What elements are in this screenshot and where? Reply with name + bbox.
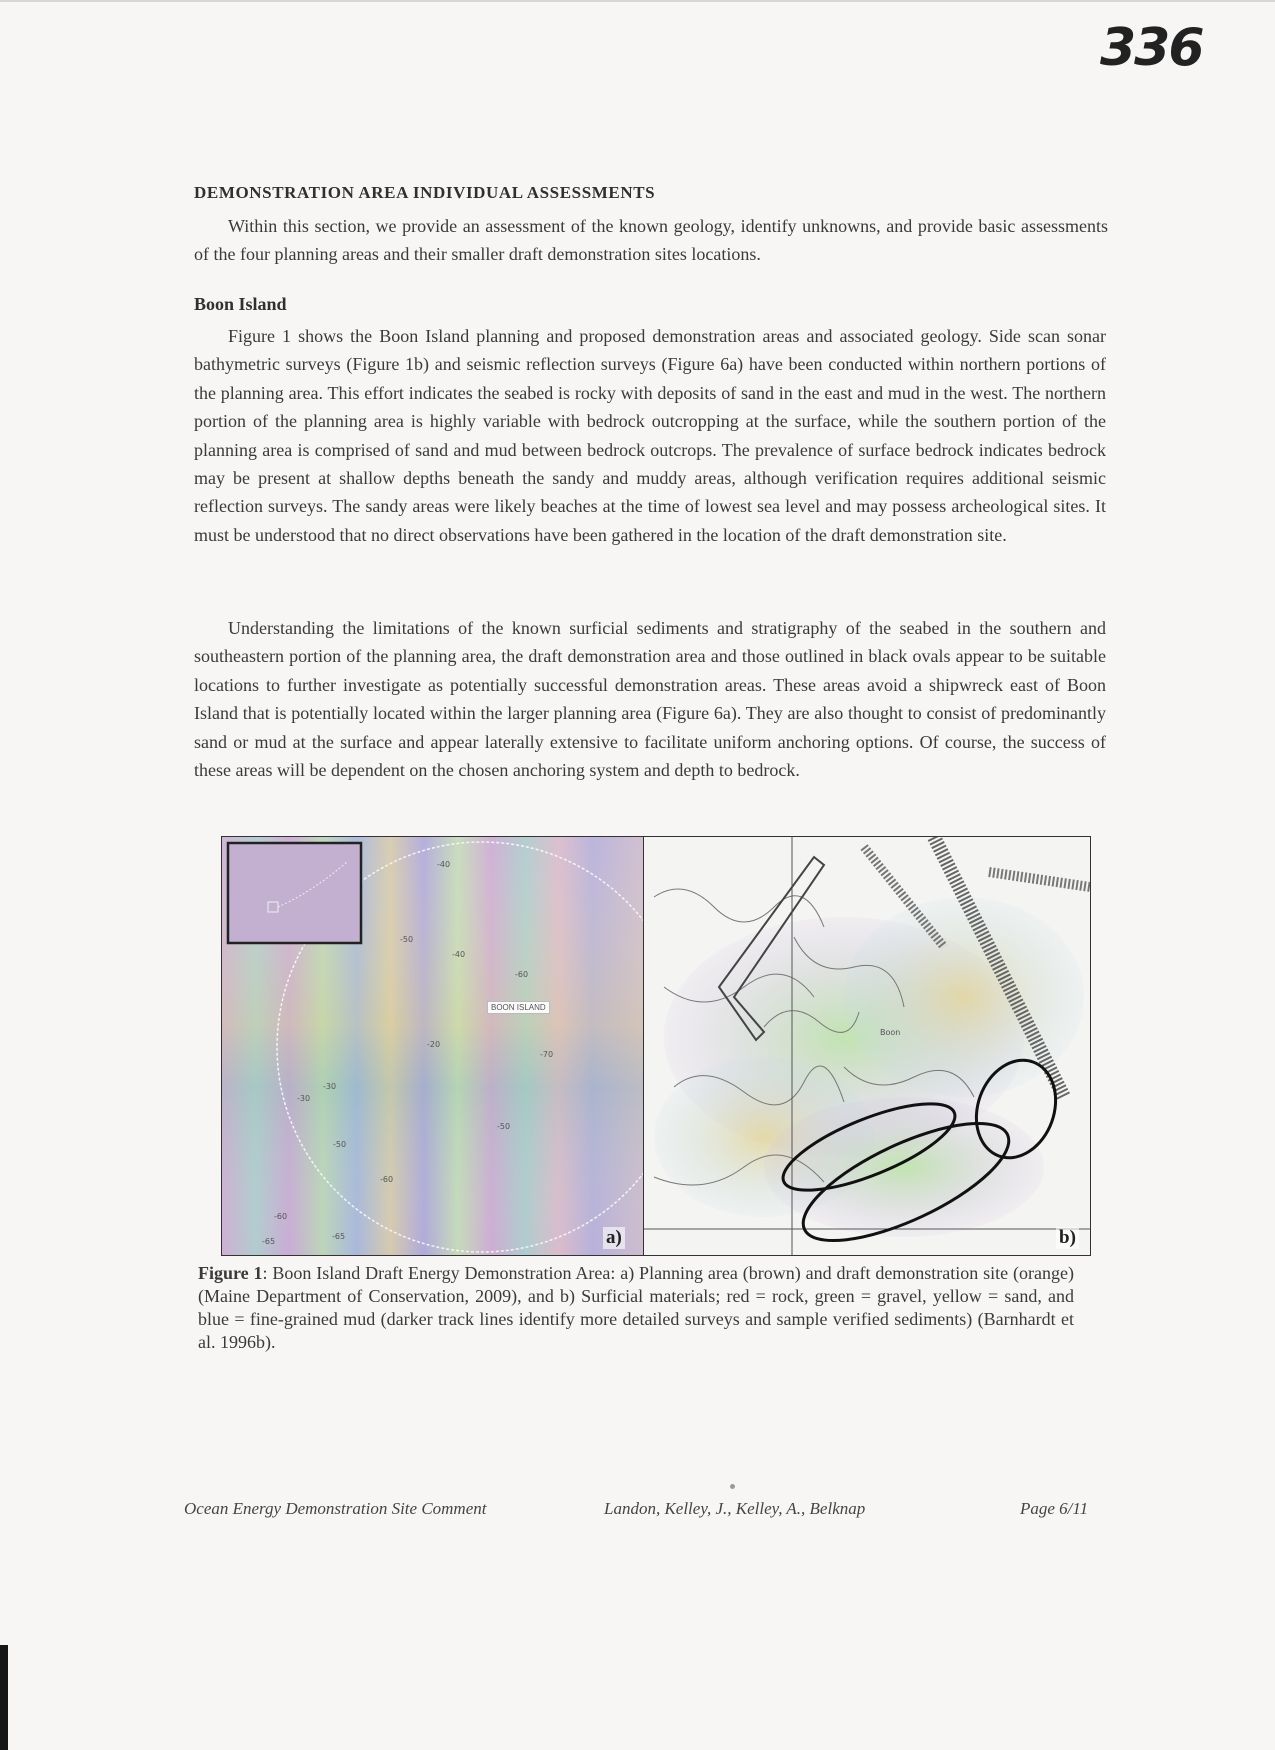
- svg-text:-65: -65: [332, 1232, 346, 1241]
- svg-text:-50: -50: [497, 1122, 511, 1131]
- planning-area-map: [222, 837, 643, 1255]
- caption-text: : Boon Island Draft Energy Demonstration Area: a) Planning area (brown) and draft demonstration site (orange) (Maine Department of Conservation, 2009), and b) Surficial materials; red = rock, green = gravel, yellow = sand, and blue = fine-grained mud (darker track lines identify more detailed surveys and sample verified sediments) (Barnhardt et al. 1996b).: [198, 1263, 1074, 1352]
- surficial-materials-map: [644, 837, 1090, 1255]
- caption-label: Figure 1: [198, 1263, 263, 1283]
- bathymetry-image: [222, 837, 643, 1255]
- scan-speck: [730, 1484, 735, 1489]
- svg-text:-20: -20: [427, 1040, 441, 1049]
- surficial-geology-image: [644, 837, 1090, 1255]
- svg-text:Boon: Boon: [880, 1028, 901, 1037]
- svg-text:-65: -65: [262, 1237, 276, 1246]
- svg-text:-50: -50: [333, 1140, 347, 1149]
- panel-a-label: a): [603, 1227, 625, 1249]
- footer-title: Ocean Energy Demonstration Site Comment: [184, 1499, 487, 1518]
- scan-edge-mark: [0, 1645, 8, 1750]
- intro-paragraph: Within this section, we provide an assessment of the known geology, identify unknowns, and provide basic assessments of the four planning areas and their smaller draft demonstration sites locations.: [194, 216, 1108, 264]
- footer-authors: Landon, Kelley, J., Kelley, A., Belknap: [604, 1499, 866, 1518]
- scan-top-edge: [0, 0, 1275, 2]
- svg-text:-30: -30: [323, 1082, 337, 1091]
- paragraph-1: Figure 1 shows the Boon Island planning and proposed demonstration areas and associated geology. Side scan sonar bathymetric surveys (Figure 1b) and seismic reflection surveys (Figure 6a) have been conducted within northern portions of the planning area. This effort indicates the seabed is rocky with deposits of sand in the east and mud in the west. The northern portion of the planning area is highly variable with bedrock outcropping at the surface, while the southern portion of the planning area is comprised of sand and mud between bedrock outcrops. The prevalence of surface bedrock indicates bedrock may be present at shallow depths beneath the sandy and muddy areas, although verification requires additional seismic reflection surveys. The sandy areas were likely beaches at the time of lowest sea level and may possess archeological sites. It must be understood that no direct observations have been gathered in the location of the draft demonstration site.: [194, 326, 1106, 545]
- section-title: DEMONSTRATION AREA INDIVIDUAL ASSESSMENTS: [194, 183, 656, 202]
- svg-text:-70: -70: [540, 1050, 554, 1059]
- paragraph-2: Understanding the limitations of the known surficial sediments and stratigraphy of the seabed in the southern and southeastern portion of the planning area, the draft demonstration area and those outlined in black ovals appear to be suitable locations to further investigate as potentially successful demonstration areas. These areas avoid a shipwreck east of Boon Island that is potentially located within the larger planning area (Figure 6a). They are also thought to consist of predominantly sand or mud at the surface and appear laterally extensive to facilitate uniform anchoring options. Of course, the success of these areas will be dependent on the chosen anchoring system and depth to bedrock.: [194, 618, 1106, 781]
- boon-island-label: BOON ISLAND: [487, 1001, 550, 1014]
- page-number: 336: [1100, 18, 1203, 78]
- svg-text:-50: -50: [400, 935, 414, 944]
- svg-text:-60: -60: [380, 1175, 394, 1184]
- svg-text:-60: -60: [274, 1212, 288, 1221]
- svg-text:-40: -40: [437, 860, 451, 869]
- figure-1: [221, 836, 1091, 1256]
- svg-text:-40: -40: [452, 950, 466, 959]
- svg-text:-30: -30: [297, 1094, 311, 1103]
- footer-page: Page 6/11: [1020, 1499, 1089, 1518]
- subsection-title: Boon Island: [194, 294, 287, 314]
- figure-caption: [198, 1262, 1074, 1354]
- panel-b-label: b): [1056, 1227, 1079, 1249]
- svg-text:-60: -60: [515, 970, 529, 979]
